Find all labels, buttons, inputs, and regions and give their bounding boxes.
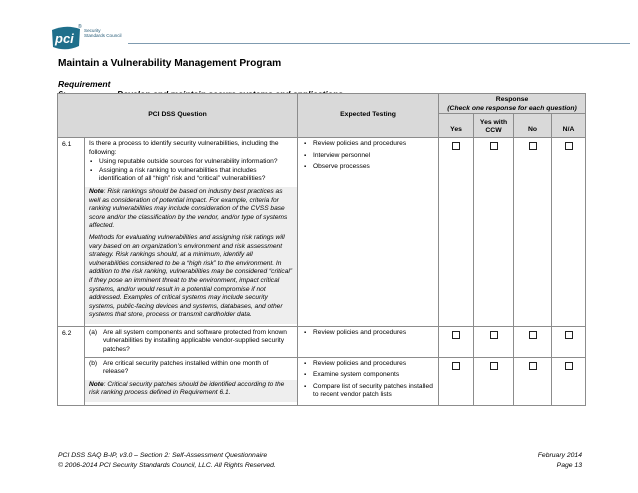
note-text: : Critical security patches should be identified according to the risk ranking process defined in Requirement 6.1. [89,380,285,397]
yes-ccw-cell [474,326,514,357]
na-cell [552,326,586,357]
header-response-title: Response [495,95,529,103]
logo-mark-text: pci [55,31,74,46]
question-cell [85,357,298,405]
testing-item: ▪ Review policies and procedures [303,329,435,338]
note-label: Note [89,380,104,388]
requirement-number: Requirement [58,79,111,89]
note-label: Note [89,187,104,195]
testing-item: ▪ Observe processes [303,163,435,172]
header-response [439,94,586,114]
checkbox-na[interactable] [565,362,573,370]
note-text: : Risk rankings should be based on industry best practices as well as consideration of potential impact. For example, criteria for ranking vulnerabilities may include consideration of the CVSS base score and/or the classification by the vendor, and/or type of systems affected. [89,187,288,230]
logo-line1: Security [84,28,101,33]
checkbox-yes-ccw[interactable] [490,142,498,150]
note-paragraph [89,188,294,231]
yes-cell [439,326,474,357]
logo-line2: Standards Council [84,33,122,39]
question-cell [85,138,298,327]
header-divider [128,43,630,44]
header-question: PCI DSS Question [58,94,298,138]
header-response-sub: (Check one response for each question) [447,104,577,112]
yes-cell [439,357,474,405]
pci-logo [48,22,130,54]
note-paragraph [89,381,294,398]
note-block [85,380,297,402]
testing-cell [298,326,439,357]
yes-cell [439,138,474,327]
checkbox-no[interactable] [529,331,537,339]
checkbox-yes[interactable] [452,142,460,150]
na-cell [552,138,586,327]
no-cell [514,357,552,405]
yes-ccw-cell [474,357,514,405]
page-header [48,22,588,54]
question-cell [85,326,298,357]
checkbox-na[interactable] [565,142,573,150]
question-bullets [89,158,294,184]
na-cell [552,357,586,405]
checkbox-no[interactable] [529,142,537,150]
question-text: Are all system components and software protected from known vulnerabilities by installing applicable vendor-supplied security patches? [103,328,287,354]
header-no: No [514,114,552,138]
checkbox-na[interactable] [565,331,573,339]
logo-trademark: ® [78,24,82,30]
yes-ccw-cell [474,138,514,327]
checkbox-yes[interactable] [452,362,460,370]
footer-doc-title: PCI DSS SAQ B-IP, v3.0 – Section 2: Self-Assessment Questionnaire [58,452,268,459]
no-cell [514,138,552,327]
checkbox-no[interactable] [529,362,537,370]
question-text: Are critical security patches installed within one month of release? [103,359,269,376]
testing-item: ▪ Compare list of security patches installed to recent vendor patch lists [303,383,435,400]
row-number: 6.2 [58,326,85,405]
header-testing: Expected Testing [298,94,439,138]
page-title: Maintain a Vulnerability Management Program [58,58,282,69]
saq-table [57,93,586,406]
table-row [58,326,586,357]
testing-item: ▪ Review policies and procedures [303,140,435,149]
row-number: 6.1 [58,138,85,327]
note-block [85,187,297,324]
sub-label: (b) [89,359,98,367]
question-text: Is there a process to identify security vulnerabilities, including the following: [89,140,279,156]
methods-paragraph: Methods for evaluating vulnerabilities and assigning risk ratings will vary based on an organization’s environment and risk assessment strategy. Risk rankings should, at a minimum, identify all vulnerabilities considered to be a “high risk” to the environment. In addition to the risk ranking, vulnerabilities may be considered “critical” if they pose an imminent threat to the environment, impact critical systems, and/or would result in a potential compromise if not addressed. Examples of critical systems may include security systems, public-facing devices and systems, databases, and other systems that store, process or transmit cardholder data. [89,233,293,319]
checkbox-yes-ccw[interactable] [490,362,498,370]
testing-item: ▪ Review policies and procedures [303,360,435,369]
table-row [58,138,586,327]
header-yes-ccw: Yes with CCW [474,114,514,138]
header-na: N/A [552,114,586,138]
testing-item: ▪ Examine system components [303,371,435,380]
testing-cell [298,138,439,327]
question-bullet: ▪ Assigning a risk ranking to vulnerabilities that includes identification of all “high” risk and “critical” vulnerabilities? [89,167,294,184]
question-bullet: ▪ Using reputable outside sources for vulnerability information? [89,158,294,167]
no-cell [514,326,552,357]
testing-cell [298,357,439,405]
footer-page-number: Page 13 [556,462,582,469]
checkbox-yes-ccw[interactable] [490,331,498,339]
table-row [58,357,586,405]
footer-copyright: © 2006-2014 PCI Security Standards Council, LLC. All Rights Reserved. [58,462,276,469]
testing-item: ▪ Interview personnel [303,152,435,161]
footer-date: February 2014 [537,452,582,459]
header-yes: Yes [439,114,474,138]
logo-text [84,28,122,38]
checkbox-yes[interactable] [452,331,460,339]
sub-label: (a) [89,328,98,336]
